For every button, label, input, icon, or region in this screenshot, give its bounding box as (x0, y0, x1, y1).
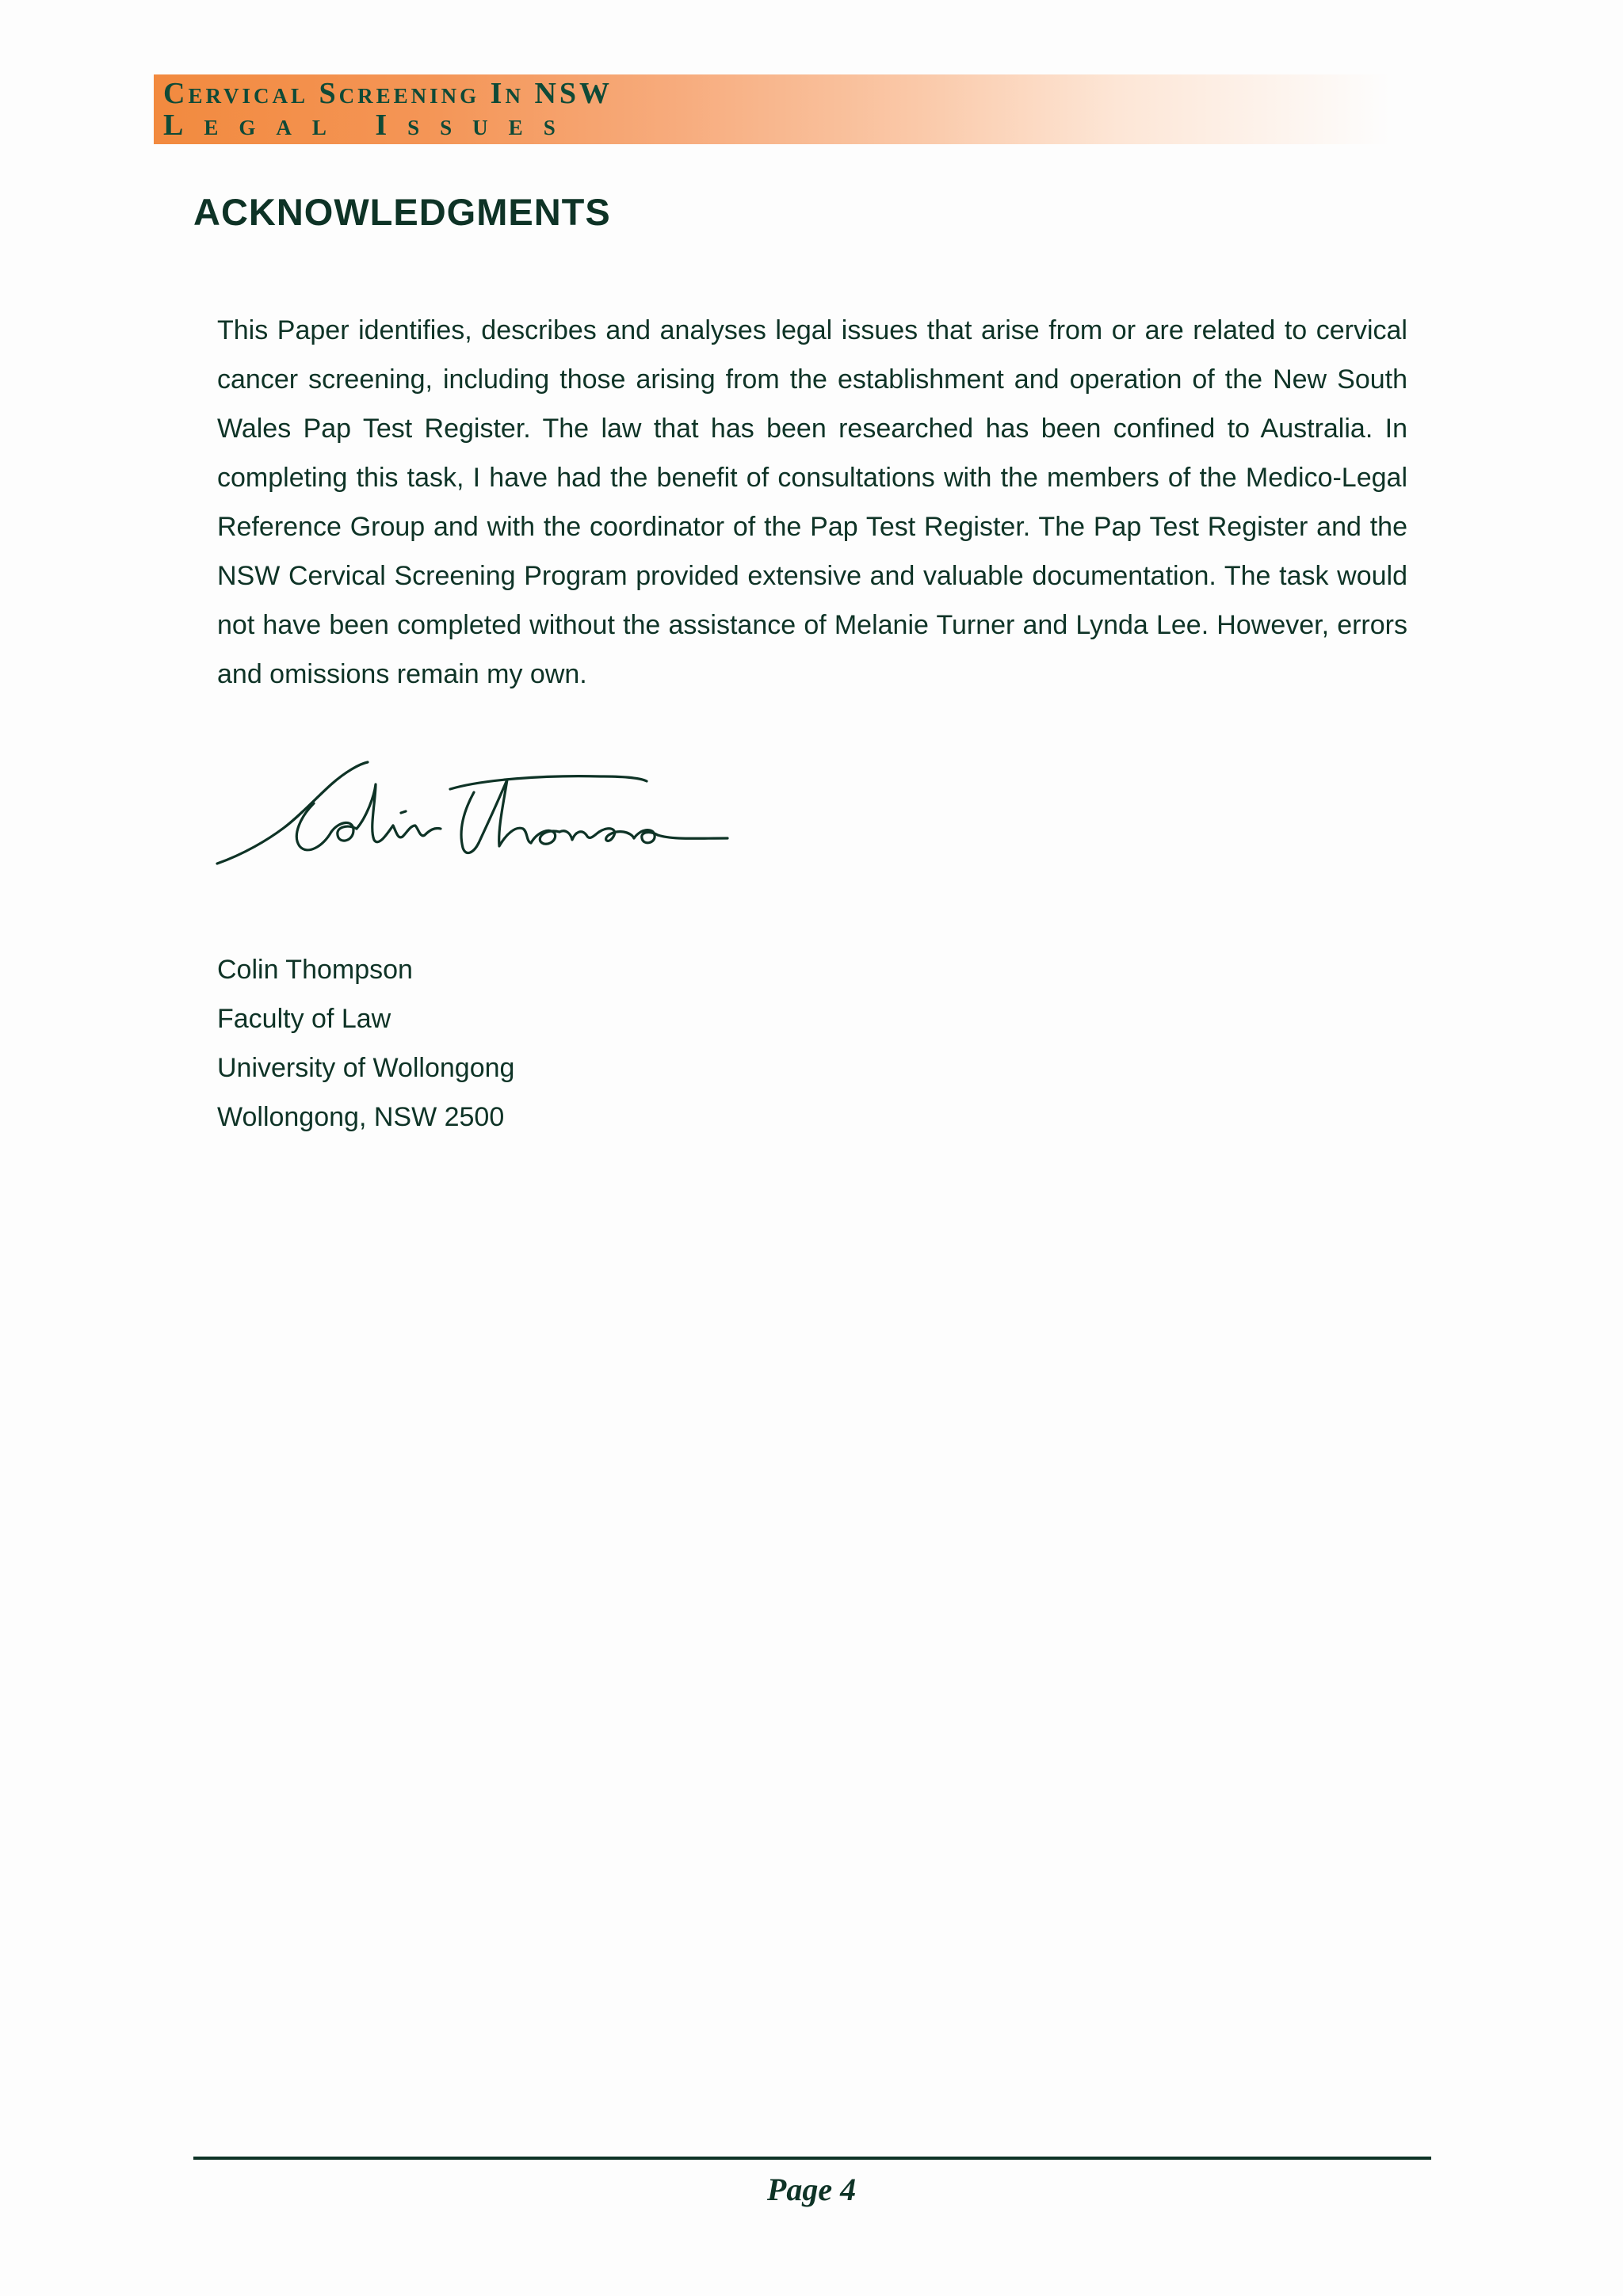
page-number: Page 4 (766, 2172, 857, 2207)
author-department: Faculty of Law (217, 1004, 391, 1034)
header-title-line-2: Legal Issues (163, 109, 576, 142)
page-heading: ACKNOWLEDGMENTS (193, 191, 611, 233)
author-institution: University of Wollongong (217, 1053, 515, 1083)
acknowledgment-paragraph: This Paper identifies, describes and analyses legal issues that arise from or are related to cervical cancer screening, including those arising from the establishment and operation of the New South Wales Pap Test Register. The law that has been researched has been confined to Australia. In completing this task, I have had the benefit of consultations with the members of the Medico-Legal Reference Group and with the coordinator of the Pap Test Register. The Pap Test Register and the NSW Cervical Screening Program provided extensive and valuable documentation. The task would not have been completed without the assistance of Melanie Turner and Lynda Lee. However, errors and omissions remain my own. (217, 315, 1407, 689)
author-location: Wollongong, NSW 2500 (217, 1102, 505, 1132)
footer-divider (193, 2157, 1431, 2160)
header-banner (154, 74, 1390, 144)
author-name: Colin Thompson (217, 955, 413, 985)
signature-image (212, 753, 735, 871)
header-title-line-1: Cervical Screening In NSW (163, 77, 613, 110)
author-address-block (217, 945, 514, 1142)
